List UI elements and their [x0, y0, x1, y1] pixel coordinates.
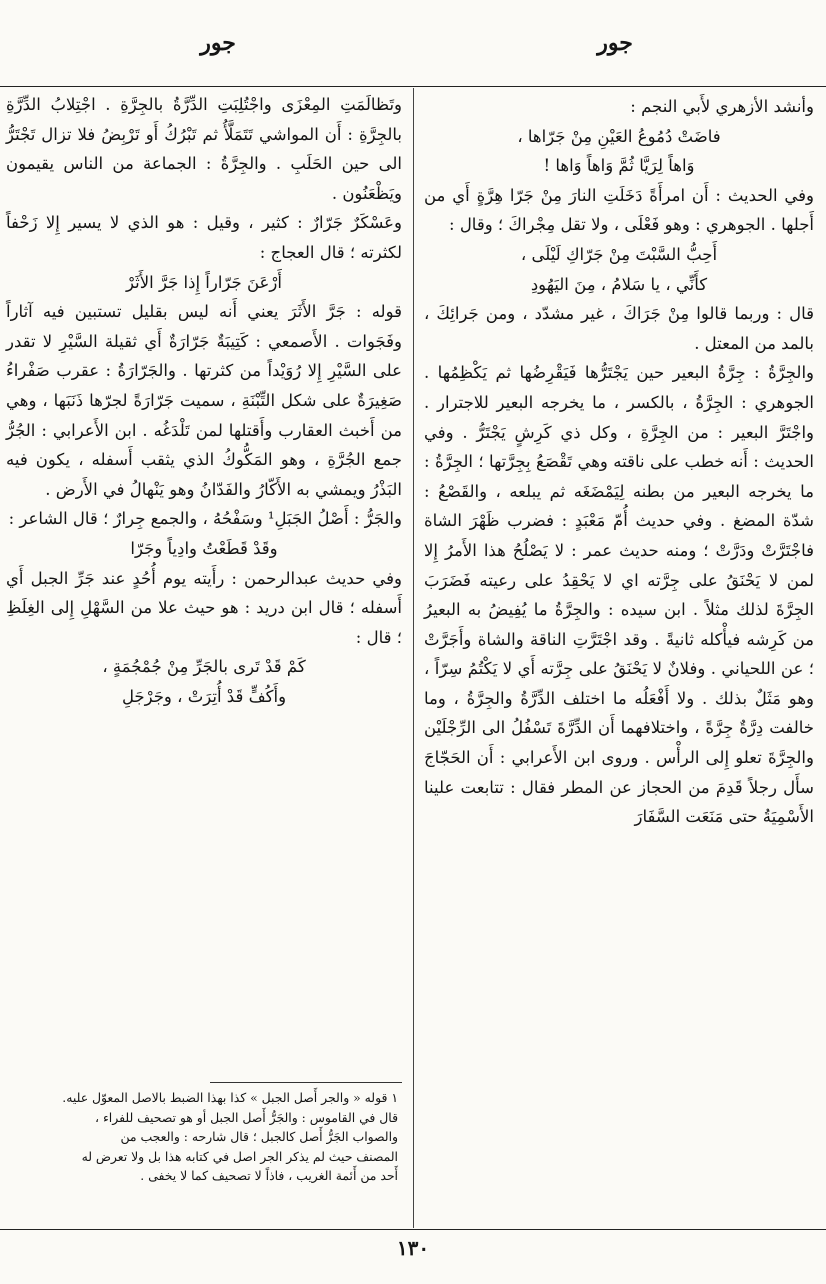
right-column [424, 92, 814, 832]
verse-line: أَرْعَنَ جَرّاراً إِذا جَرَّ الأَثَرْ [126, 272, 282, 292]
header-rule [0, 86, 826, 87]
page-number: ١٣٠ [396, 1236, 430, 1260]
paragraph: وأنشد الأزهري لأَبي النجم : [630, 97, 814, 116]
column-divider [413, 88, 414, 1228]
verse-line: وأَكُفٍّ قَدْ أُتِرَتْ ، وجَرْجَلِ [121, 686, 287, 706]
footnote [12, 1088, 398, 1186]
footnote-line: والصواب الجَرُّ أَصل كالجبل ؛ قال شارحه : والعجب من [120, 1129, 398, 1144]
paragraph: قال : وربما قالوا مِنْ جَرَاكَ ، غير مشدّد ، ومن جَرائِكَ ، بالمد من المعتل . [424, 304, 814, 353]
header-left-keyword: جور [200, 30, 236, 56]
verse-line: كَمْ قَدْ تَرى بالجَرِّ مِنْ جُمْجُمَةٍ ، [102, 657, 306, 677]
verse-line: أَحِبُّ السَّبْتَ مِنْ جَرّاكِ لَيْلَى ، [520, 244, 718, 264]
footnote-line: قال في القاموس : والجَرُّ أَصل الجبل أو هو تصحيف للفراء ، [95, 1109, 398, 1125]
paragraph: والجَرُّ : أَصْلُ الجَبَلِ¹ وسَفْحُهُ ، والجمع جِرارٌ ؛ قال الشاعر : [8, 509, 402, 529]
footnote-line: أَحد من أَئمة الغريب ، فاذاً لا تصحيف كما لا يخفى . [140, 1168, 398, 1183]
paragraph: وتَظالَمَتِ المِعْزَى واجْتُلِبَتِ الدِّرَّةُ بالجِرَّةِ . اجْتِلابُ الدِّرَّةِ بالجِرَّةِ : أَن المواشي تَتَمَلَّأُ ثم تَبْرُكُ أَو تَرْبِضُ فلا تزال تَجْتَرُّ الى حين الحَلَبِ . والجِرَّةُ : الجماعة من الناس يقيمون ويَظْعَنُون . [6, 95, 402, 203]
footnote-line: المصنف حيث لم يذكر الجر اصل في كتابه هذا بل ولا تعرض له [81, 1148, 398, 1164]
paragraph: وعَسْكَرٌ جَرّارٌ : كثير ، وقيل : هو الذي لا يسير إِلا زَحْفاً لكثرته ؛ قال العجاج : [6, 213, 402, 262]
footnote-rule [210, 1082, 402, 1083]
verse-line: فاضَتْ دُمُوعُ العَيْنِ مِنْ جَرّاها ، [517, 126, 721, 146]
footnote-line: ١ قوله « والجر أَصل الجبل » كذا بهذا الضبط بالاصل المعوّل عليه. [62, 1090, 398, 1105]
verse-line: كأَنِّي ، يا سَلامُ ، مِنَ اليَهُودِ [530, 274, 708, 294]
paragraph: وفي حديث عبدالرحمن : رأَيته يوم أُحُدٍ عند جَرِّ الجبل أَي أَسفله ؛ قال ابن دريد : هو حيث علا من السَّهْلِ إِلى الغِلَظِ ؛ قال : [6, 568, 402, 647]
left-column [6, 90, 402, 711]
footer-rule [0, 1229, 826, 1230]
verse-line: وَاهاً لِرَيَّا ثُمَّ وَاهاً وَاها ! [543, 156, 695, 176]
paragraph: قوله : جَرَّ الأَثَرَ يعني أَنه ليس بقليل تستبين فيه آثاراً وفَجَوات . الأَصمعي : كَتِيبَةٌ جَرّارَةٌ أَي ثقيلة السَّيْرِ لا تقدر على السَّيْرِ إِلا رُوَيْداً من كثرتها . والجَرّارَةُ : عقرب صَفْراءُ صَغِيرَةٌ على شكل التِّبْنَةِ ، سميت جَرّارَةً لجرّها ذَنَبَها ، وهي من أَخبث العقارب وأَقتلها لمن تَلْدَغُه . ابن الأَعرابي : الجُرُّ جمع الجُرَّةِ ، وهو المَكُّوكُ الذي يثقب أَسفله ، يكون فيه البَذْرُ ويمشي به الأَكّارُ والفَدّانُ وهو يَنْهالُ في الأَرض . [6, 302, 402, 499]
paragraph: وفي الحديث : أَن امرأَةً دَخَلَتِ النارَ مِنْ جَرّا هِرَّةٍ أَي من أَجلها . الجوهري : وهو فَعْلَى ، ولا تقل مِجْراكَ ؛ وقال : [424, 185, 814, 235]
header-right-keyword: جور [597, 30, 633, 56]
paragraph: والجِرَّةُ : جِرَّةُ البعير حين يَجْتَرُّها فَيَقْرِضُها ثم يَكْظِمُها . الجوهري : الجِرَّةُ ، بالكسر ، ما يخرجه البعير للاجترار . واجْتَرَّ البعير : من الجِرَّةِ ، وكل ذي كَرِشٍ يَجْتَرُّ . وفي الحديث : أَنه خطب على ناقته وهي تَقْصَعُ بِجِرَّتها ؛ الجِرَّةُ : ما يخرجه البعير من بطنه لِيَمْضَغَه ثم يبلعه ، والقَصْعُ : شدّة المضغ . وفي حديث أُمّ مَعْبَدٍ : فضرب ظَهْرَ الشاة فاجْتَرَّتْ ودَرَّتْ ؛ ومنه حديث عمر : لا يَصْلُحُ هذا الأَمرُ إِلا لمن لا يَحْنَقُ على جِرَّته اي لا يَحْقِدُ على رعيته فَضَرَبَ الجِرَّةَ لذلك مثلاً . ابن سيده : والجِرَّةُ ما يُفِيضُ به البعيرُ من كَرِشه فيأْكله ثانيةً . وقد اجْتَرَّتِ الناقة والشاة وأَجَرَّتْ ؛ عن اللحياني . وفلانٌ لا يَحْنَقُ على جِرَّته أَي لا يَكْتُمُ سِرّاً ، وهو مَثَلٌ بذلك . ولا أَفْعَلُه ما اختلف الدِّرَّةُ والجِرَّةُ ، وما خالفت دِرَّةٌ جِرَّةً ، واختلافهما أَن الدِّرَّةَ تَسْفُلُ الى الرِّجْلَيْن والجِرَّةَ تعلو إِلى الرأْس . وروى ابن الأَعرابي : أَن الحَجّاجَ سأَل رجلاً قَدِمَ من الحجاز عن المطر فقال : تتابعت علينا الأَسْمِيَةُ حتى مَنَعَت السَّفَارَ [424, 363, 814, 827]
verse-line: وقَدْ قَطَعْتُ وادِياً وجَرّا [130, 538, 278, 558]
